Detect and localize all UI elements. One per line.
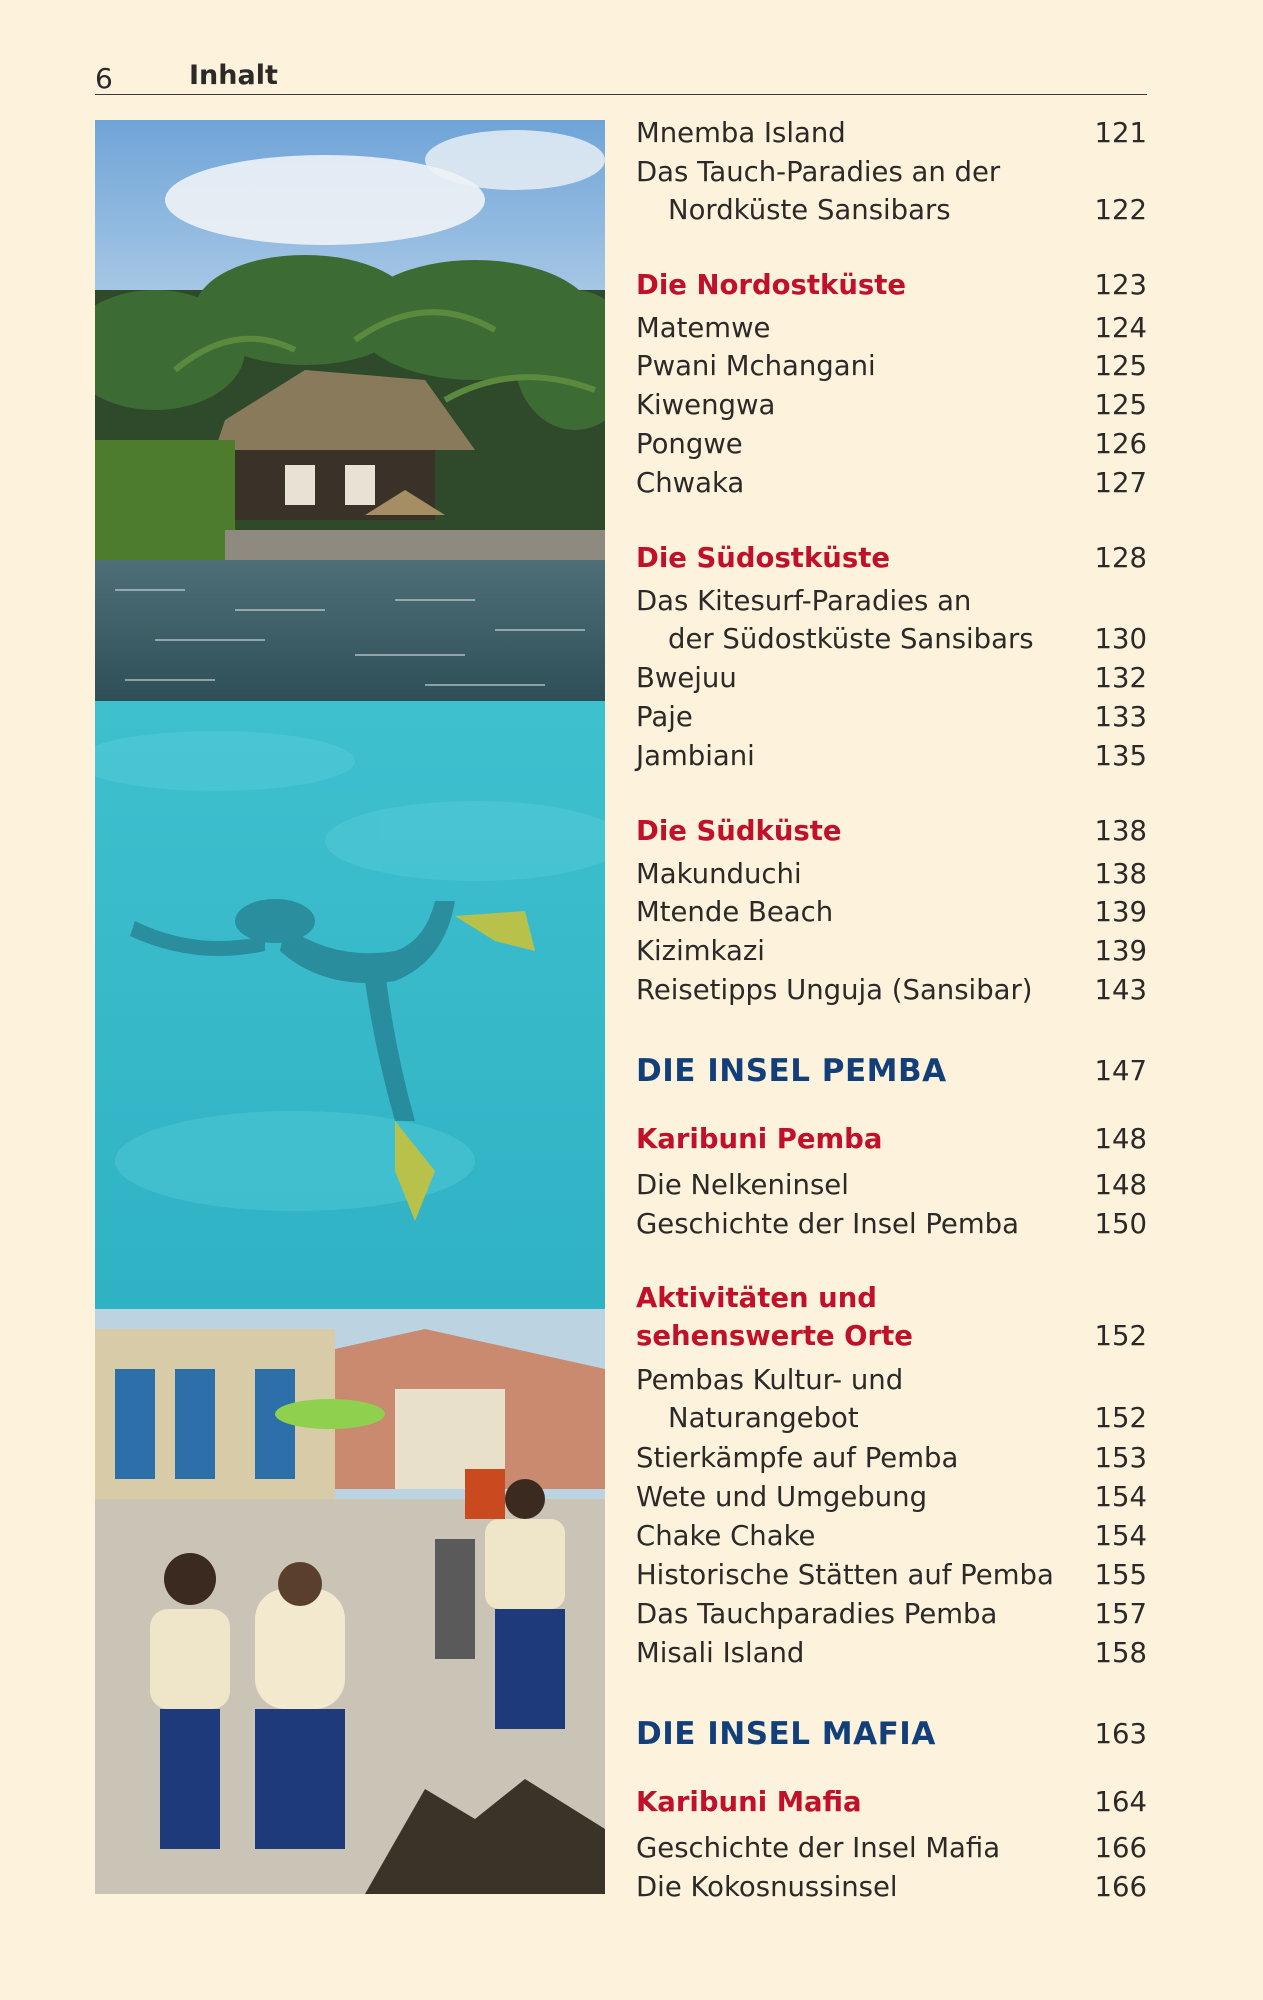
toc-label: Die Südküste (636, 815, 842, 847)
toc-label: DIE INSEL MAFIA (636, 1716, 936, 1752)
photo-schoolchildren (95, 1309, 605, 1894)
toc-label: Stierkämpfe auf Pemba (636, 1442, 959, 1474)
toc-label: Bwejuu (636, 662, 737, 694)
toc-page: 138 (1094, 858, 1147, 890)
toc-label: Mnemba Island (636, 117, 846, 149)
photo-snorkeler (95, 701, 605, 1309)
toc-label-line2: der Südostküste Sansibars (668, 623, 1034, 655)
toc-page: 124 (1094, 312, 1147, 344)
toc-label: Misali Island (636, 1637, 805, 1669)
toc-page: 153 (1094, 1442, 1147, 1474)
toc-page: 122 (1094, 194, 1147, 226)
toc-entry[interactable] (636, 153, 1147, 229)
toc-subheading[interactable] (636, 1279, 1147, 1355)
toc-label: Geschichte der Insel Mafia (636, 1832, 1001, 1864)
toc-label: Das Tauchparadies Pemba (636, 1598, 998, 1630)
toc-page: 123 (1094, 269, 1147, 301)
page-number: 6 (95, 62, 113, 95)
toc-page: 157 (1094, 1598, 1147, 1630)
toc-label-line1: Aktivitäten und (636, 1282, 877, 1314)
toc-page: 138 (1094, 815, 1147, 847)
toc-page: 127 (1094, 467, 1147, 499)
toc-page: 128 (1094, 542, 1147, 574)
toc-page: 121 (1094, 117, 1147, 149)
page-header (95, 56, 1147, 95)
toc-label: Paje (636, 701, 693, 733)
toc-page: 135 (1094, 740, 1147, 772)
running-title: Inhalt (189, 60, 278, 91)
toc-label: Pwani Mchangani (636, 350, 876, 382)
toc-label: Die Nelkeninsel (636, 1169, 849, 1201)
toc-page: 148 (1094, 1169, 1147, 1201)
toc-page: 154 (1094, 1520, 1147, 1552)
toc-label: Karibuni Mafia (636, 1786, 862, 1818)
toc-label: Mtende Beach (636, 896, 834, 928)
toc-page: 154 (1094, 1481, 1147, 1513)
toc-page: 125 (1094, 389, 1147, 421)
toc-label: DIE INSEL PEMBA (636, 1053, 947, 1089)
toc-label: Pongwe (636, 428, 743, 460)
toc-page: 130 (1094, 623, 1147, 655)
toc-label: Makunduchi (636, 858, 802, 890)
toc-label: Kizimkazi (636, 935, 765, 967)
toc-page: 147 (1094, 1055, 1147, 1087)
toc-label-line1: Das Kitesurf-Paradies an (636, 585, 972, 617)
photo-beach-palms (95, 120, 605, 701)
toc-label: Die Nordostküste (636, 269, 907, 301)
toc-page: 125 (1094, 350, 1147, 382)
toc-label: Kiwengwa (636, 389, 776, 421)
toc-label: Die Kokosnussinsel (636, 1871, 898, 1903)
toc-label: Wete und Umgebung (636, 1481, 928, 1513)
toc-page: 163 (1094, 1718, 1147, 1750)
toc-label-line2: Nordküste Sansibars (668, 194, 951, 226)
toc-page: 166 (1094, 1832, 1147, 1864)
toc-entry[interactable] (636, 582, 1147, 658)
toc-label: Karibuni Pemba (636, 1123, 883, 1155)
toc-label: Die Südostküste (636, 542, 890, 574)
toc-label: Jambiani (636, 740, 755, 772)
toc-page: 152 (1094, 1320, 1147, 1352)
toc-page: 126 (1094, 428, 1147, 460)
toc-label: Chake Chake (636, 1520, 816, 1552)
toc-label-line1: Das Tauch-Paradies an der (636, 156, 1001, 188)
toc-label-line1: Pembas Kultur- und (636, 1364, 904, 1396)
toc-page: 133 (1094, 701, 1147, 733)
toc-label: Reisetipps Unguja (Sansibar) (636, 974, 1033, 1006)
toc-page: 143 (1094, 974, 1147, 1006)
photo-column (95, 120, 605, 1894)
toc-entry[interactable] (636, 1361, 1147, 1437)
toc-page: 139 (1094, 935, 1147, 967)
toc-label: Chwaka (636, 467, 745, 499)
toc-page: 155 (1094, 1559, 1147, 1591)
toc-page: 166 (1094, 1871, 1147, 1903)
toc-page: 158 (1094, 1637, 1147, 1669)
toc-page: 164 (1094, 1786, 1147, 1818)
toc-page: 148 (1094, 1123, 1147, 1155)
toc-label: Historische Stätten auf Pemba (636, 1559, 1054, 1591)
toc-page: 132 (1094, 662, 1147, 694)
toc-label-line2: sehenswerte Orte (636, 1320, 913, 1352)
toc-label: Geschichte der Insel Pemba (636, 1208, 1019, 1240)
toc-label: Matemwe (636, 312, 771, 344)
toc-label-line2: Naturangebot (668, 1402, 859, 1434)
toc-page: 152 (1094, 1402, 1147, 1434)
toc-page: 150 (1094, 1208, 1147, 1240)
toc-page: 139 (1094, 896, 1147, 928)
